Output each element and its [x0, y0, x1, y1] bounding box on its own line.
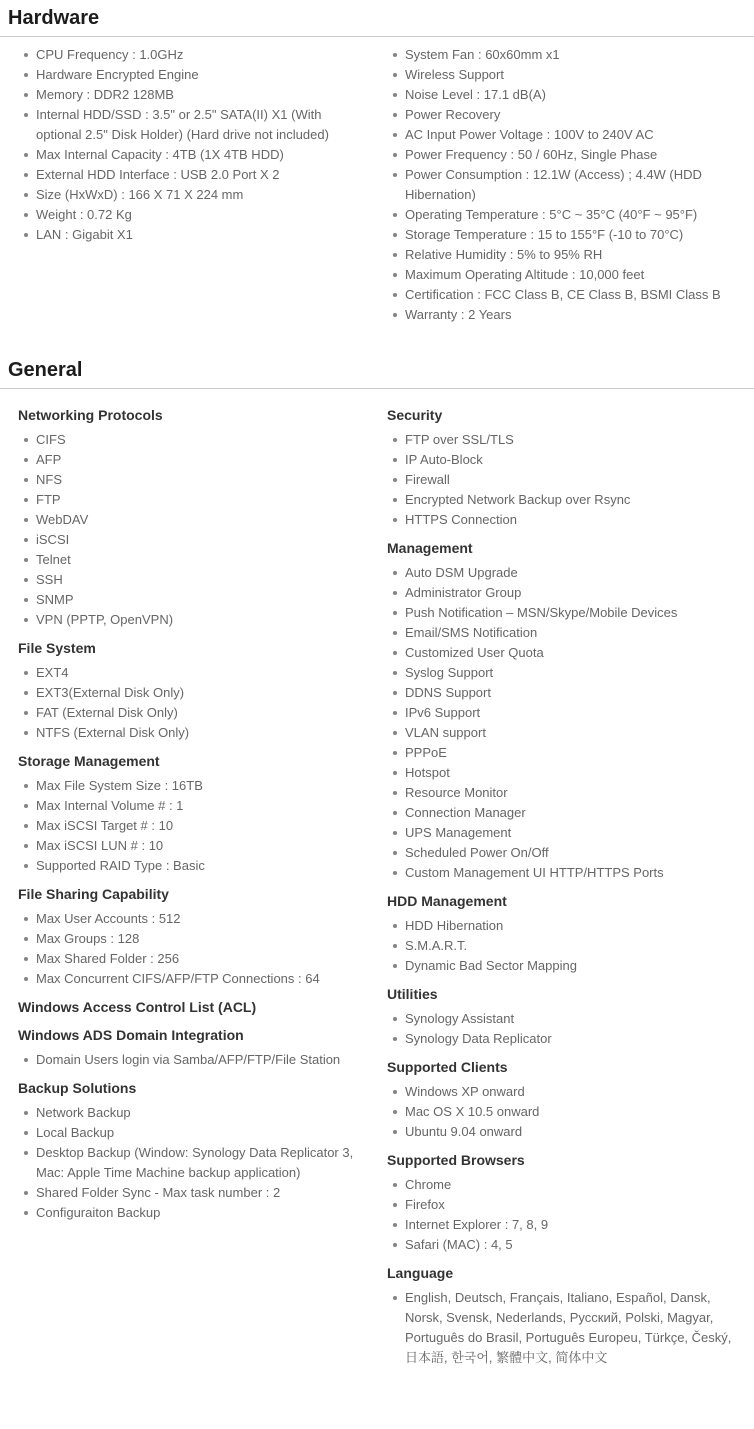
general-columns — [8, 397, 746, 1373]
spec-item: Dynamic Bad Sector Mapping — [391, 956, 732, 976]
spec-item: Hardware Encrypted Engine — [22, 65, 363, 85]
spec-item: Push Notification – MSN/Skype/Mobile Devices — [391, 603, 732, 623]
group-heading-language: Language — [387, 1265, 454, 1281]
spec-list — [387, 916, 732, 976]
spec-item: Storage Temperature : 15 to 155°F (-10 to 70°C) — [391, 225, 732, 245]
spec-item: IPv6 Support — [391, 703, 732, 723]
spec-item: WebDAV — [22, 510, 363, 530]
spec-item: Firewall — [391, 470, 732, 490]
spec-item: Syslog Support — [391, 663, 732, 683]
spec-item: FTP — [22, 490, 363, 510]
spec-item: Encrypted Network Backup over Rsync — [391, 490, 732, 510]
spec-item: Maximum Operating Altitude : 10,000 feet — [391, 265, 732, 285]
spec-item: PPPoE — [391, 743, 732, 763]
spec-item: DDNS Support — [391, 683, 732, 703]
spec-item: Weight : 0.72 Kg — [22, 205, 363, 225]
spec-item: Max User Accounts : 512 — [22, 909, 363, 929]
spec-list — [387, 1288, 732, 1368]
spec-item: External HDD Interface : USB 2.0 Port X 2 — [22, 165, 363, 185]
spec-item: Ubuntu 9.04 onward — [391, 1122, 732, 1142]
spec-item: Custom Management UI HTTP/HTTPS Ports — [391, 863, 732, 883]
group-heading-file-sharing-capability: File Sharing Capability — [18, 886, 169, 902]
spec-item: VLAN support — [391, 723, 732, 743]
spec-list — [387, 45, 732, 325]
spec-item: Synology Assistant — [391, 1009, 732, 1029]
spec-item: Max iSCSI Target # : 10 — [22, 816, 363, 836]
spec-item: Mac OS X 10.5 onward — [391, 1102, 732, 1122]
spec-item: Internal HDD/SSD : 3.5" or 2.5" SATA(II) X1 (With optional 2.5" Disk Holder) (Hard drive not included) — [22, 105, 363, 145]
spec-list — [18, 1050, 363, 1070]
spec-item: S.M.A.R.T. — [391, 936, 732, 956]
spec-item: Administrator Group — [391, 583, 732, 603]
spec-item: Warranty : 2 Years — [391, 305, 732, 325]
spec-item: CPU Frequency : 1.0GHz — [22, 45, 363, 65]
spec-item: CIFS — [22, 430, 363, 450]
spec-item: iSCSI — [22, 530, 363, 550]
spec-item: AFP — [22, 450, 363, 470]
spec-item: Firefox — [391, 1195, 732, 1215]
group-heading-hdd-management: HDD Management — [387, 893, 507, 909]
group-heading-windows-access-control-list-acl: Windows Access Control List (ACL) — [18, 999, 257, 1015]
spec-item: Safari (MAC) : 4, 5 — [391, 1235, 732, 1255]
spec-item: Size (HxWxD) : 166 X 71 X 224 mm — [22, 185, 363, 205]
spec-item: Power Recovery — [391, 105, 732, 125]
spec-item: Noise Level : 17.1 dB(A) — [391, 85, 732, 105]
spec-item: SNMP — [22, 590, 363, 610]
spec-item: Resource Monitor — [391, 783, 732, 803]
spec-item: LAN : Gigabit X1 — [22, 225, 363, 245]
spec-item: Memory : DDR2 128MB — [22, 85, 363, 105]
section-title-hardware: Hardware — [0, 4, 754, 37]
spec-item: Max Concurrent CIFS/AFP/FTP Connections : 64 — [22, 969, 363, 989]
group-heading-utilities: Utilities — [387, 986, 438, 1002]
group-heading-security: Security — [387, 407, 443, 423]
spec-item: Local Backup — [22, 1123, 363, 1143]
section-hardware — [8, 4, 746, 330]
group-heading-backup-solutions: Backup Solutions — [18, 1080, 137, 1096]
hardware-right-column — [377, 45, 746, 330]
spec-item: Chrome — [391, 1175, 732, 1195]
spec-item: System Fan : 60x60mm x1 — [391, 45, 732, 65]
spec-item: SSH — [22, 570, 363, 590]
spec-list — [387, 1082, 732, 1142]
spec-item: Supported RAID Type : Basic — [22, 856, 363, 876]
group-heading-storage-management: Storage Management — [18, 753, 160, 769]
spec-list — [18, 1103, 363, 1223]
general-left-column — [8, 397, 377, 1228]
spec-item: Max File System Size : 16TB — [22, 776, 363, 796]
group-heading-management: Management — [387, 540, 473, 556]
spec-item: Power Consumption : 12.1W (Access) ; 4.4W (HDD Hibernation) — [391, 165, 732, 205]
spec-item: Email/SMS Notification — [391, 623, 732, 643]
spec-item: UPS Management — [391, 823, 732, 843]
spec-item: NTFS (External Disk Only) — [22, 723, 363, 743]
spec-list — [18, 430, 363, 630]
spec-item: Telnet — [22, 550, 363, 570]
spec-item: Windows XP onward — [391, 1082, 732, 1102]
spec-item: Auto DSM Upgrade — [391, 563, 732, 583]
spec-list — [387, 430, 732, 530]
spec-item: FTP over SSL/TLS — [391, 430, 732, 450]
spec-item: Relative Humidity : 5% to 95% RH — [391, 245, 732, 265]
section-general — [8, 356, 746, 1373]
spec-item: Desktop Backup (Window: Synology Data Replicator 3, Mac: Apple Time Machine backup application) — [22, 1143, 363, 1183]
spec-item: Connection Manager — [391, 803, 732, 823]
spec-list — [18, 909, 363, 989]
spec-item: Domain Users login via Samba/AFP/FTP/File Station — [22, 1050, 363, 1070]
spec-item: Power Frequency : 50 / 60Hz, Single Phase — [391, 145, 732, 165]
spec-list — [18, 776, 363, 876]
spec-item: IP Auto-Block — [391, 450, 732, 470]
spec-item: Shared Folder Sync - Max task number : 2 — [22, 1183, 363, 1203]
spec-item: FAT (External Disk Only) — [22, 703, 363, 723]
spec-item: EXT4 — [22, 663, 363, 683]
spec-item: HTTPS Connection — [391, 510, 732, 530]
group-heading-supported-clients: Supported Clients — [387, 1059, 508, 1075]
spec-item: English, Deutsch, Français, Italiano, Español, Dansk, Norsk, Svensk, Nederlands, Русский, Polski, Magyar, Português do Brasil, Português Europeu, Türkçe, Český, 日本語, 한국어, 繁體中文, 简体中文 — [391, 1288, 732, 1368]
spec-item: Max Internal Capacity : 4TB (1X 4TB HDD) — [22, 145, 363, 165]
spec-item: VPN (PPTP, OpenVPN) — [22, 610, 363, 630]
spec-item: Wireless Support — [391, 65, 732, 85]
spec-item: Customized User Quota — [391, 643, 732, 663]
general-right-column — [377, 397, 746, 1373]
group-heading-supported-browsers: Supported Browsers — [387, 1152, 525, 1168]
spec-item: Synology Data Replicator — [391, 1029, 732, 1049]
spec-item: Max Internal Volume # : 1 — [22, 796, 363, 816]
spec-item: Hotspot — [391, 763, 732, 783]
spec-item: EXT3(External Disk Only) — [22, 683, 363, 703]
spec-list — [18, 45, 363, 245]
spec-list — [387, 563, 732, 883]
spec-item: Max Shared Folder : 256 — [22, 949, 363, 969]
hardware-left-column — [8, 45, 377, 250]
group-heading-networking-protocols: Networking Protocols — [18, 407, 163, 423]
spec-list — [387, 1009, 732, 1049]
spec-item: Internet Explorer : 7, 8, 9 — [391, 1215, 732, 1235]
spec-item: Max iSCSI LUN # : 10 — [22, 836, 363, 856]
group-heading-windows-ads-domain-integration: Windows ADS Domain Integration — [18, 1027, 244, 1043]
spec-item: AC Input Power Voltage : 100V to 240V AC — [391, 125, 732, 145]
spec-item: Scheduled Power On/Off — [391, 843, 732, 863]
spec-item: Certification : FCC Class B, CE Class B, BSMI Class B — [391, 285, 732, 305]
hardware-columns — [8, 45, 746, 330]
spec-item: Operating Temperature : 5°C ~ 35°C (40°F ~ 95°F) — [391, 205, 732, 225]
spec-item: NFS — [22, 470, 363, 490]
spec-item: Configuraiton Backup — [22, 1203, 363, 1223]
spec-list — [18, 663, 363, 743]
spec-item: Network Backup — [22, 1103, 363, 1123]
spec-item: HDD Hibernation — [391, 916, 732, 936]
spec-list — [387, 1175, 732, 1255]
section-title-general: General — [0, 356, 754, 389]
spec-item: Max Groups : 128 — [22, 929, 363, 949]
group-heading-file-system: File System — [18, 640, 96, 656]
